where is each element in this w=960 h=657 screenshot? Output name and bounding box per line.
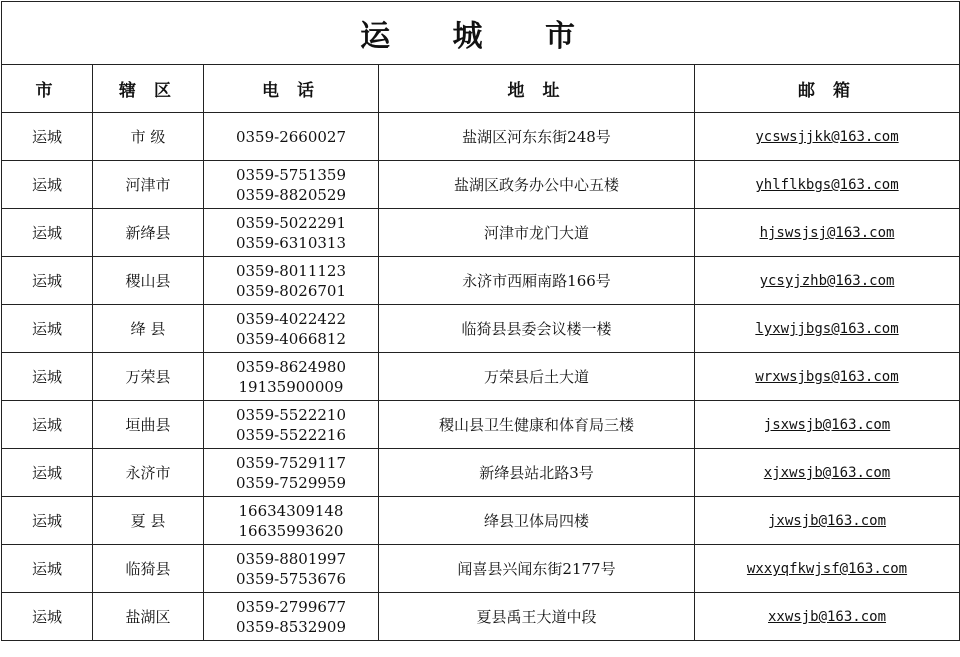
phone-number: 0359-8011123 — [235, 261, 347, 280]
phone-number: 0359-6310313 — [235, 233, 347, 252]
header-address: 地 址 — [379, 65, 695, 113]
email-link[interactable]: ycsyjzhb@163.com — [759, 273, 895, 289]
phone-cell — [204, 353, 379, 401]
address-cell: 万荣县后土大道 — [379, 353, 695, 401]
email-cell — [695, 497, 960, 545]
city-cell: 运城 — [2, 305, 93, 353]
phone-number: 16634309148 — [238, 501, 344, 520]
city-cell: 运城 — [2, 449, 93, 497]
email-cell — [695, 545, 960, 593]
page-title: 运 城 市 — [2, 2, 960, 65]
table-row — [2, 401, 960, 449]
email-cell — [695, 257, 960, 305]
header-city: 市 — [2, 65, 93, 113]
district-cell: 临猗县 — [93, 545, 204, 593]
title-row — [2, 2, 960, 65]
table-row — [2, 257, 960, 305]
phone-number: 0359-7529959 — [235, 473, 347, 492]
email-link[interactable]: wrxwsjbgs@163.com — [755, 369, 899, 385]
address-cell: 河津市龙门大道 — [379, 209, 695, 257]
city-cell: 运城 — [2, 113, 93, 161]
email-link[interactable]: lyxwjjbgs@163.com — [755, 321, 899, 337]
district-cell: 永济市 — [93, 449, 204, 497]
phone-number: 0359-2799677 — [235, 597, 347, 616]
phone-number: 0359-2660027 — [235, 127, 347, 146]
phone-cell — [204, 593, 379, 641]
phone-number: 0359-8624980 — [235, 357, 347, 376]
phone-number: 0359-5751359 — [235, 165, 347, 184]
email-link[interactable]: wxxyqfkwjsf@163.com — [746, 561, 908, 577]
email-link[interactable]: jxwsjb@163.com — [768, 513, 887, 529]
phone-cell — [204, 497, 379, 545]
phone-cell — [204, 401, 379, 449]
address-cell: 稷山县卫生健康和体育局三楼 — [379, 401, 695, 449]
phone-number: 0359-7529117 — [235, 453, 347, 472]
email-cell — [695, 305, 960, 353]
phone-number: 16635993620 — [238, 521, 344, 540]
phone-cell — [204, 209, 379, 257]
city-cell: 运城 — [2, 353, 93, 401]
table-row — [2, 545, 960, 593]
phone-number: 0359-8026701 — [235, 281, 347, 300]
email-cell — [695, 209, 960, 257]
district-cell: 盐湖区 — [93, 593, 204, 641]
table-row — [2, 353, 960, 401]
table-row — [2, 305, 960, 353]
table-row — [2, 497, 960, 545]
phone-cell — [204, 257, 379, 305]
table-body — [2, 113, 960, 641]
district-cell: 夏 县 — [93, 497, 204, 545]
table-row — [2, 449, 960, 497]
address-cell: 闻喜县兴闻东街2177号 — [379, 545, 695, 593]
city-cell: 运城 — [2, 209, 93, 257]
email-link[interactable]: hjswsjsj@163.com — [759, 225, 895, 241]
email-cell — [695, 593, 960, 641]
phone-number: 0359-8820529 — [235, 185, 347, 204]
address-cell: 盐湖区政务办公中心五楼 — [379, 161, 695, 209]
phone-number: 0359-8801997 — [235, 549, 347, 568]
phone-number: 0359-5753676 — [235, 569, 347, 588]
email-cell — [695, 113, 960, 161]
table-row — [2, 113, 960, 161]
address-cell: 盐湖区河东东街248号 — [379, 113, 695, 161]
phone-number: 0359-5522216 — [235, 425, 347, 444]
city-cell: 运城 — [2, 593, 93, 641]
phone-number: 0359-8532909 — [235, 617, 347, 636]
district-cell: 市 级 — [93, 113, 204, 161]
city-cell: 运城 — [2, 545, 93, 593]
district-cell: 垣曲县 — [93, 401, 204, 449]
table-row — [2, 593, 960, 641]
phone-cell — [204, 449, 379, 497]
phone-cell — [204, 305, 379, 353]
email-cell — [695, 449, 960, 497]
district-cell: 河津市 — [93, 161, 204, 209]
email-cell — [695, 401, 960, 449]
email-link[interactable]: ycswsjjkk@163.com — [755, 129, 899, 145]
contact-table — [1, 1, 960, 641]
phone-number: 0359-4022422 — [235, 309, 347, 328]
address-cell: 新绛县站北路3号 — [379, 449, 695, 497]
email-link[interactable]: xjxwsjb@163.com — [763, 465, 891, 481]
city-cell: 运城 — [2, 257, 93, 305]
email-cell — [695, 161, 960, 209]
header-email: 邮 箱 — [695, 65, 960, 113]
email-link[interactable]: jsxwsjb@163.com — [763, 417, 891, 433]
table-row — [2, 161, 960, 209]
district-cell: 新绛县 — [93, 209, 204, 257]
table-row — [2, 209, 960, 257]
email-link[interactable]: yhlflkbgs@163.com — [755, 177, 899, 193]
phone-cell — [204, 161, 379, 209]
address-cell: 永济市西厢南路166号 — [379, 257, 695, 305]
email-link[interactable]: xxwsjb@163.com — [768, 609, 887, 625]
phone-number: 0359-4066812 — [235, 329, 347, 348]
phone-cell — [204, 545, 379, 593]
city-cell: 运城 — [2, 497, 93, 545]
phone-number: 19135900009 — [238, 377, 344, 396]
address-cell: 夏县禹王大道中段 — [379, 593, 695, 641]
header-row — [2, 65, 960, 113]
district-cell: 稷山县 — [93, 257, 204, 305]
district-cell: 万荣县 — [93, 353, 204, 401]
city-cell: 运城 — [2, 161, 93, 209]
header-district: 辖 区 — [93, 65, 204, 113]
email-cell — [695, 353, 960, 401]
district-cell: 绛 县 — [93, 305, 204, 353]
city-cell: 运城 — [2, 401, 93, 449]
header-phone: 电 话 — [204, 65, 379, 113]
phone-number: 0359-5022291 — [235, 213, 347, 232]
address-cell: 绛县卫体局四楼 — [379, 497, 695, 545]
address-cell: 临猗县县委会议楼一楼 — [379, 305, 695, 353]
phone-number: 0359-5522210 — [235, 405, 347, 424]
phone-cell — [204, 113, 379, 161]
